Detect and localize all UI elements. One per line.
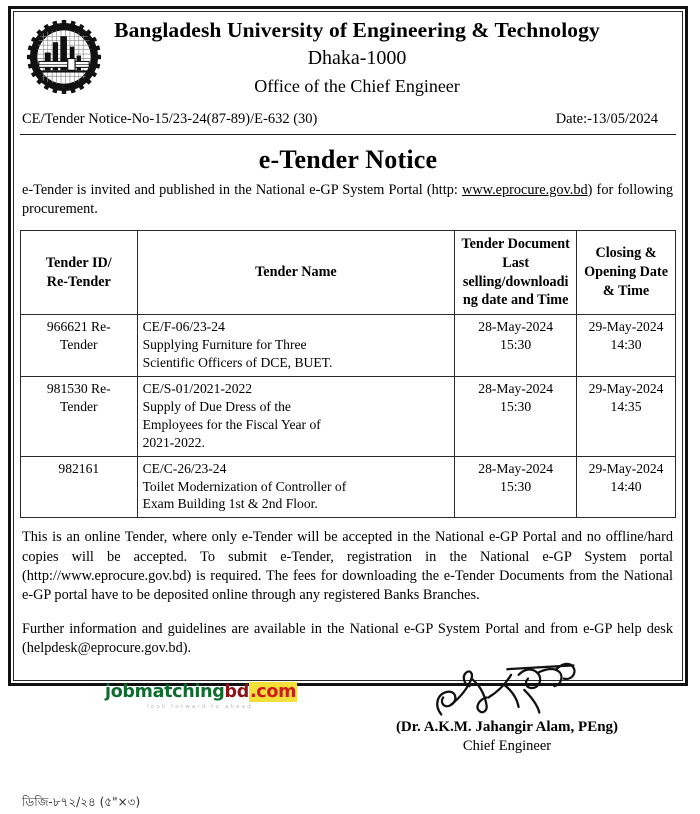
selling-date: 28-May-2024: [478, 380, 554, 396]
cell-closing-datetime: [577, 315, 676, 377]
column-header-selling-date: [455, 231, 577, 315]
cell-tender-id: [21, 315, 138, 377]
header-line: Tender Document: [461, 236, 570, 253]
header-line: Re-Tender: [46, 273, 111, 290]
further-information-paragraph: Further information and guidelines are available in the National e-GP System Portal and from e-GP help desk (helpdesk@eprocure.gov.bd).: [22, 621, 673, 657]
cell-tender-id: [21, 376, 138, 456]
intro-text-before: e-Tender is invited and published in the National e-GP System Portal (http:: [22, 181, 463, 198]
tender-id-line: Tender: [60, 398, 98, 414]
brand-tagline: look forward to ahead: [147, 703, 253, 710]
closing-time: 14:40: [610, 478, 642, 494]
table-row: [21, 376, 676, 456]
tender-name-line: 2021-2022.: [142, 434, 205, 450]
tender-name-line: Employees for the Fiscal Year of: [142, 416, 321, 432]
cell-tender-id: [21, 456, 138, 518]
bengali-reference-code: ডিজি-৮৭২/২৪ (৫"×৩): [22, 795, 141, 810]
closing-date: 29-May-2024: [588, 380, 664, 396]
header-line: & Time: [602, 282, 650, 299]
table-row: [21, 315, 676, 377]
cell-tender-name: [137, 456, 455, 518]
tender-name-line: Toilet Modernization of Controller of: [142, 478, 347, 494]
brand-part-maroon: bd: [224, 682, 249, 703]
jobmatchingbd-watermark: [105, 684, 295, 710]
university-name: Bangladesh University of Engineering & Technology: [114, 18, 600, 42]
tender-name-line: Supplying Furniture for Three: [142, 336, 307, 352]
tender-name-line: Exam Building 1st & 2nd Floor.: [142, 496, 318, 512]
header-line: selling/downloadi: [462, 273, 569, 290]
tender-id-line: 981530 Re-: [46, 380, 111, 396]
header-line: Tender ID/: [45, 254, 112, 271]
header-line: Tender Name: [255, 264, 337, 281]
document-footer: [20, 672, 676, 810]
column-header-closing-date: [577, 231, 676, 315]
tender-name-line: CE/C-26/23-24: [142, 460, 227, 476]
tender-id-line: Tender: [60, 336, 98, 352]
signature-block: [342, 656, 672, 755]
logo-container: [20, 18, 108, 94]
closing-time: 14:30: [610, 336, 642, 352]
cell-tender-name: [137, 315, 455, 377]
closing-date: 29-May-2024: [588, 460, 664, 476]
header-titles: [108, 18, 676, 99]
city-line: Dhaka-1000: [307, 47, 407, 70]
notice-number: CE/Tender Notice-No-15/23-24(87-89)/E-632 (30): [22, 110, 318, 127]
signatory-name: (Dr. A.K.M. Jahangir Alam, PEng): [395, 719, 619, 736]
document-header: [20, 15, 676, 99]
brand-wordmark: [105, 684, 295, 702]
tender-name-line: Scientific Officers of DCE, BUET.: [142, 354, 333, 370]
column-header-tender-name: [137, 231, 455, 315]
handwritten-bengali-signature-icon: [413, 656, 602, 722]
reference-line: [20, 111, 676, 128]
intro-text-after: ) for following procurement.: [22, 181, 673, 217]
header-divider: [20, 134, 676, 135]
tender-name-line: Supply of Due Dress of the: [142, 398, 291, 414]
table-row: [21, 456, 676, 518]
selling-time: 15:30: [500, 398, 532, 414]
cell-selling-datetime: [455, 315, 577, 377]
header-line: ng date and Time: [462, 292, 569, 309]
page-title: e-Tender Notice: [258, 144, 438, 174]
signatory-role: Chief Engineer: [462, 738, 552, 755]
column-header-tender-id: [21, 231, 138, 315]
document-content: [20, 15, 676, 810]
selling-date: 28-May-2024: [478, 460, 554, 476]
online-tender-paragraph: This is an online Tender, where only e-Tender will be accepted in the National e-GP Portal and no offline/hard copies will be accepted. To submit e-Tender, registration in the National e-GP System portal (http://www.eprocure.gov.bd) is required. The fees for downloading the e-Tender Documents from the National e-GP portal have to be deposited online through any registered Banks Branches.: [22, 529, 673, 603]
brand-part-green: jobmatching: [105, 682, 225, 703]
header-line: Opening Date: [584, 264, 669, 281]
tender-id-line: 966621 Re-: [46, 319, 111, 334]
selling-time: 15:30: [500, 478, 532, 494]
table-header-row: [21, 231, 676, 315]
tender-name-line: CE/F-06/23-24: [142, 319, 225, 334]
office-line: Office of the Chief Engineer: [254, 76, 460, 97]
cell-closing-datetime: [577, 376, 676, 456]
cell-closing-datetime: [577, 456, 676, 518]
notice-date: Date:-13/05/2024: [555, 110, 658, 127]
eprocure-portal-link[interactable]: www.eprocure.gov.bd: [462, 181, 588, 198]
buet-gear-emblem-icon: [27, 20, 101, 94]
cell-selling-datetime: [455, 456, 577, 518]
selling-date: 28-May-2024: [478, 319, 554, 334]
tender-name-line: CE/S-01/2021-2022: [142, 380, 253, 396]
cell-selling-datetime: [455, 376, 577, 456]
cell-tender-name: [137, 376, 455, 456]
tender-table: [20, 230, 676, 518]
tender-id-line: 982161: [58, 460, 100, 476]
header-line: Last: [502, 254, 530, 271]
brand-part-red: .com: [249, 682, 297, 703]
header-line: Closing &: [595, 245, 657, 262]
selling-time: 15:30: [500, 336, 532, 352]
intro-paragraph: [20, 181, 676, 219]
closing-time: 14:35: [610, 398, 642, 414]
closing-date: 29-May-2024: [588, 319, 664, 334]
